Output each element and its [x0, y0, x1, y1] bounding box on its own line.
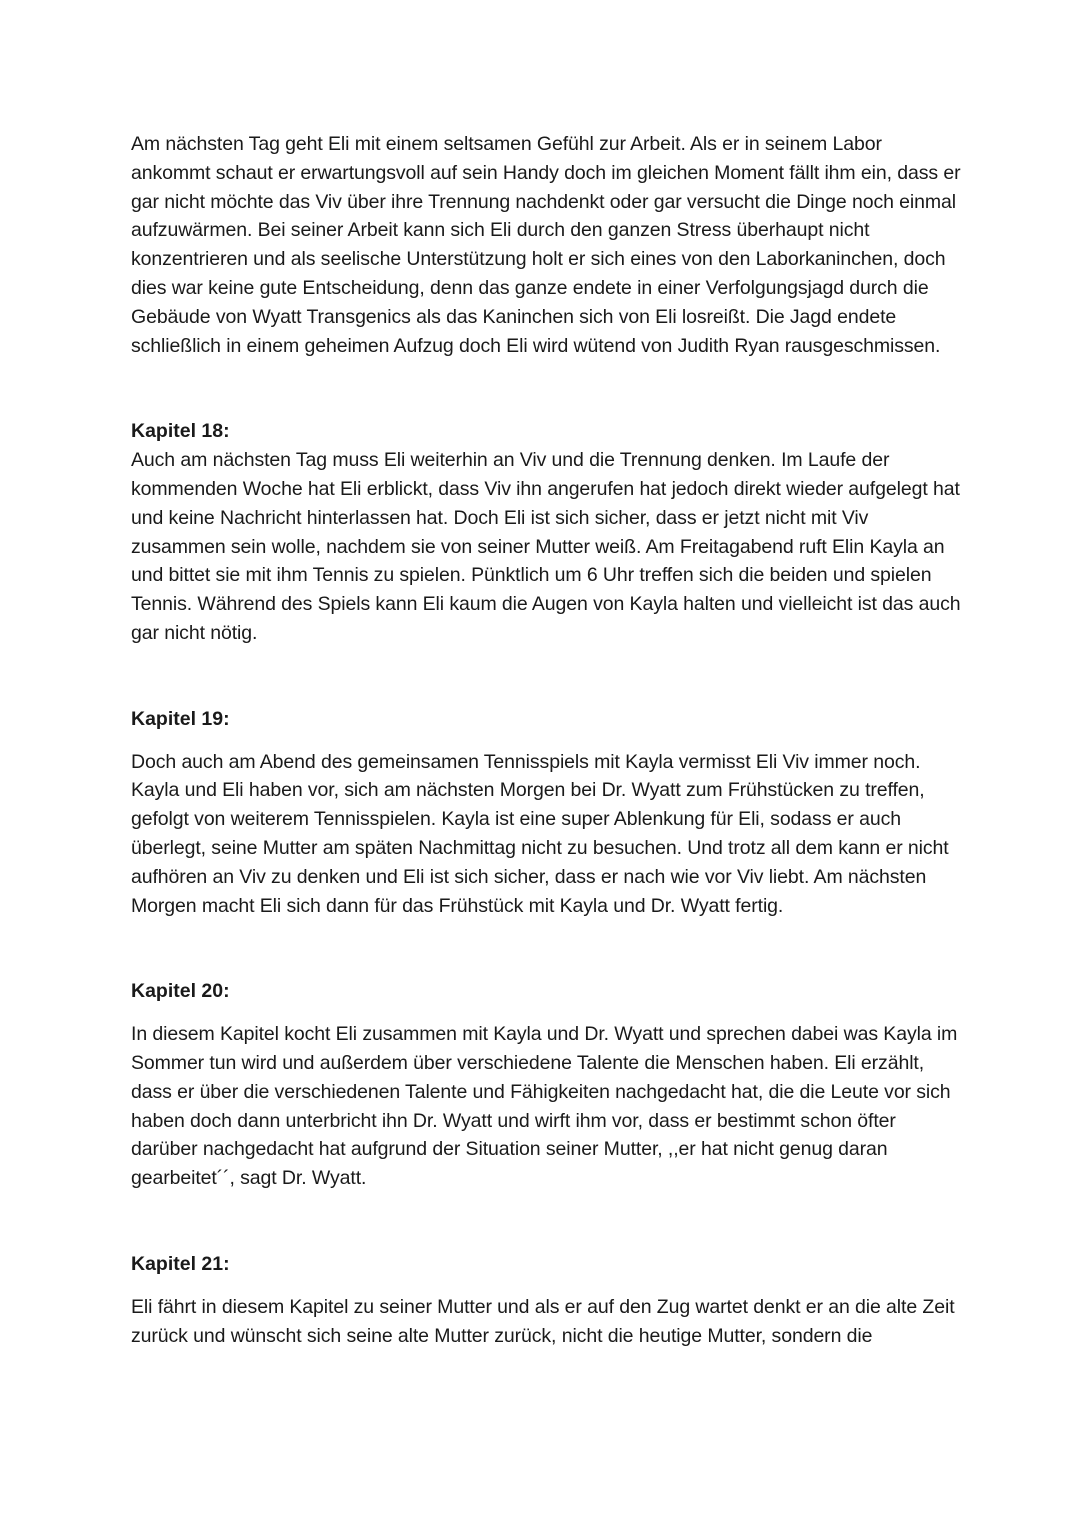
chapter-20	[131, 977, 961, 1193]
chapter-paragraph: Auch am nächsten Tag muss Eli weiterhin an Viv und die Trennung denken. Im Laufe der kommenden Woche hat Eli erblickt, dass Viv ihn angerufen hat jedoch direkt wieder aufgelegt hat und keine Nachricht hinterlassen hat. Doch Eli ist sich sicher, dass er jetzt nicht mit Viv zusammen sein wolle, nachdem sie von seiner Mutter weiß. Am Freitagabend ruft Elin Kayla an und bittet sie mit ihm Tennis zu spielen. Pünktlich um 6 Uhr treffen sich die beiden und spielen Tennis. Während des Spiels kann Eli kaum die Augen von Kayla halten und vielleicht ist das auch gar nicht nötig.	[131, 449, 961, 644]
heading-gap	[131, 1279, 961, 1293]
chapter-heading: Kapitel 21:	[131, 1252, 230, 1275]
section-gap	[131, 648, 961, 705]
heading-gap	[131, 734, 961, 748]
section-gap	[131, 360, 961, 417]
section-gap	[131, 920, 961, 977]
document-body	[131, 130, 961, 1350]
chapter-heading: Kapitel 19:	[131, 707, 230, 730]
chapter-18	[131, 417, 961, 647]
chapter-21	[131, 1250, 961, 1350]
chapter-paragraph: In diesem Kapitel kocht Eli zusammen mit Kayla und Dr. Wyatt und sprechen dabei was Kayla im Sommer tun wird und außerdem über verschiedene Talente die Menschen haben. Eli erzählt, dass er über die verschiedenen Talente und Fähigkeiten nachgedacht hat, die die Leute vor sich haben doch dann unterbricht ihn Dr. Wyatt und wirft ihm vor, dass er bestimmt schon öfter darüber nachgedacht hat aufgrund der Situation seiner Mutter, ,,er hat nicht genug daran gearbeitet´´, sagt Dr. Wyatt.	[131, 1023, 958, 1190]
chapter-heading: Kapitel 18:	[131, 420, 230, 443]
heading-gap	[131, 1006, 961, 1020]
chapter-paragraph: Doch auch am Abend des gemeinsamen Tennisspiels mit Kayla vermisst Eli Viv immer noch. Kayla und Eli haben vor, sich am nächsten Morgen bei Dr. Wyatt zum Frühstücken zu treffen, gefolgt von weiterem Tennisspielen. Kayla ist eine super Ablenkung für Eli, sodass er auch überlegt, seine Mutter am späten Nachmittag nicht zu besuchen. Und trotz all dem kann er nicht aufhören an Viv zu denken und Eli ist sich sicher, dass er nach wie vor Viv liebt. Am nächsten Morgen macht Eli sich dann für das Frühstück mit Kayla und Dr. Wyatt fertig.	[131, 750, 949, 917]
chapter-paragraph: Eli fährt in diesem Kapitel zu seiner Mutter und als er auf den Zug wartet denkt er an die alte Zeit zurück und wünscht sich seine alte Mutter zurück, nicht die heutige Mutter, sondern die	[131, 1295, 955, 1347]
intro-paragraph: Am nächsten Tag geht Eli mit einem seltsamen Gefühl zur Arbeit. Als er in seinem Labor ankommt schaut er erwartungsvoll auf sein Handy doch im gleichen Moment fällt ihm ein, dass er gar nicht möchte das Viv über ihre Trennung nachdenkt oder gar versucht die Dinge noch einmal aufzuwärmen. Bei seiner Arbeit kann sich Eli durch den ganzen Stress überhaupt nicht konzentrieren und als seelische Unterstützung holt er sich eines von den Laborkaninchen, doch dies war keine gute Entscheidung, denn das ganze endete in einer Verfolgungsjagd durch die Gebäude von Wyatt Transgenics als das Kaninchen sich von Eli losreißt. Die Jagd endete schließlich in einem geheimen Aufzug doch Eli wird wütend von Judith Ryan rausgeschmissen.	[131, 133, 961, 357]
chapter-heading: Kapitel 20:	[131, 980, 230, 1003]
section-gap	[131, 1193, 961, 1250]
chapter-19	[131, 705, 961, 921]
